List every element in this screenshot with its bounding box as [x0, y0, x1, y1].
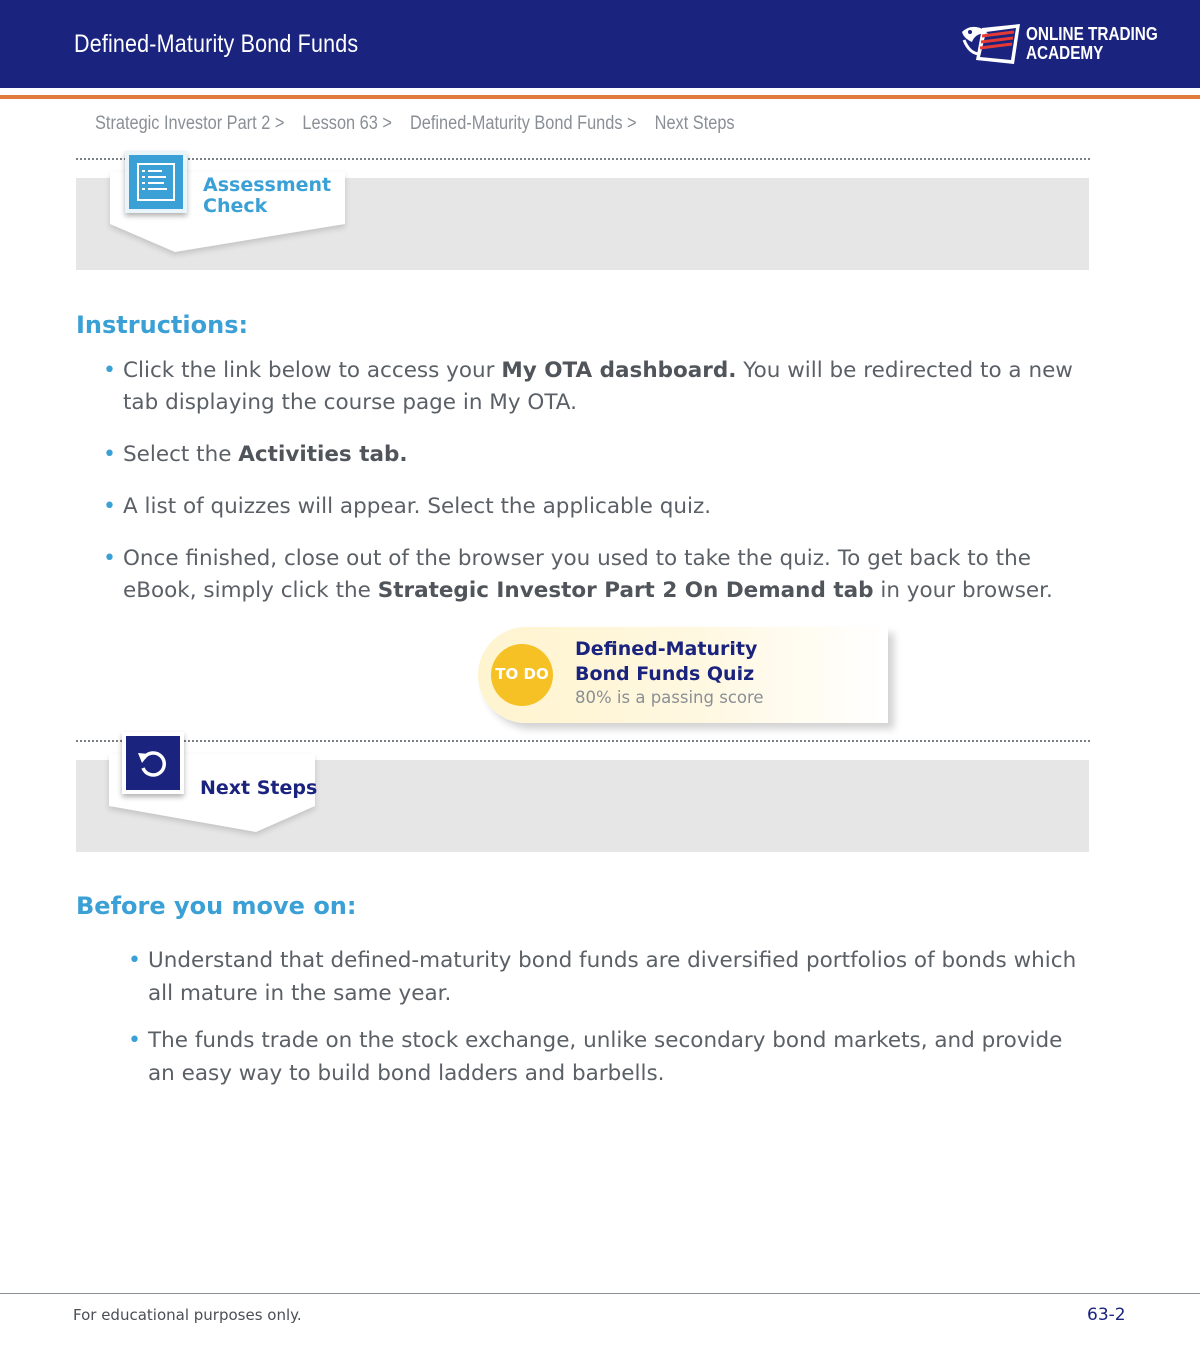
list-item: • Understand that defined-maturity bond funds are diversified portfolios of bonds which all mature in the same year. [148, 944, 1083, 1010]
logo-line-2: ACADEMY [1026, 43, 1104, 63]
header-gap [0, 88, 1200, 95]
item-text: You will be redirected to a new tab displaying the course page in My OTA. [123, 358, 1073, 415]
header-accent-stripe [0, 95, 1200, 99]
page-title: Defined-Maturity Bond Funds [74, 30, 359, 58]
item-text: in your browser. [873, 578, 1053, 603]
page-header [0, 0, 1200, 88]
list-item [123, 491, 1083, 523]
passing-score-text: 80% is a passing score [575, 688, 764, 707]
breadcrumb-course[interactable]: Strategic Investor Part 2 > [95, 113, 285, 134]
instructions-list [123, 355, 1083, 607]
list-item: • The funds trade on the stock exchange, unlike secondary bond markets, and provide an easy way to build bond ladders and barbells. [148, 1024, 1083, 1090]
section-divider [76, 740, 1090, 742]
breadcrumb-topic[interactable]: Defined-Maturity Bond Funds > [409, 113, 637, 134]
section-divider [76, 158, 1090, 160]
logo-line-1: ONLINE TRADING [1026, 24, 1158, 44]
before-you-move-on-heading: Before you move on: [76, 892, 357, 920]
instructions-heading: Instructions: [76, 311, 249, 339]
next-steps-label: Next Steps [200, 777, 318, 799]
quiz-card[interactable] [478, 627, 888, 723]
todo-badge-label: TO DO [495, 665, 549, 683]
item-text: Select the [123, 442, 239, 467]
page-number: 63-2 [1087, 1305, 1126, 1325]
breadcrumb [95, 113, 753, 135]
breadcrumb-current: Next Steps [654, 113, 735, 134]
quiz-title[interactable] [575, 637, 815, 687]
quiz-title-line-2: Bond Funds Quiz [575, 663, 755, 685]
quiz-title-line-1: Defined-Maturity [575, 638, 758, 660]
breadcrumb-lesson[interactable]: Lesson 63 > [302, 113, 392, 134]
checklist-icon [125, 151, 187, 213]
activities-tab-text: Activities tab. [238, 442, 408, 467]
assessment-label-line-1: Assessment [203, 174, 332, 196]
ota-logo [960, 18, 1158, 70]
item-text: Click the link below to access your [123, 358, 502, 383]
refresh-icon [122, 732, 184, 794]
on-demand-tab-text: Strategic Investor Part 2 On Demand tab [377, 578, 874, 603]
summary-list [148, 944, 1083, 1090]
list-item [123, 543, 1083, 607]
assessment-label-line-2: Check [203, 195, 268, 217]
item-text: Once finished, close out of the browser you used to take the quiz. To get back to the eBook, simply click the [123, 546, 1031, 603]
todo-badge [491, 644, 553, 706]
list-item [123, 355, 1083, 419]
item-text: A list of quizzes will appear. Select the applicable quiz. [123, 494, 712, 519]
eagle-flag-logo-icon [960, 20, 1022, 70]
assessment-check-label [203, 175, 331, 217]
footer-divider [0, 1293, 1200, 1294]
my-ota-dashboard-link[interactable]: My OTA dashboard. [501, 358, 737, 383]
footer-disclaimer: For educational purposes only. [73, 1306, 302, 1324]
list-item [123, 439, 1083, 471]
logo-text [1026, 25, 1158, 63]
